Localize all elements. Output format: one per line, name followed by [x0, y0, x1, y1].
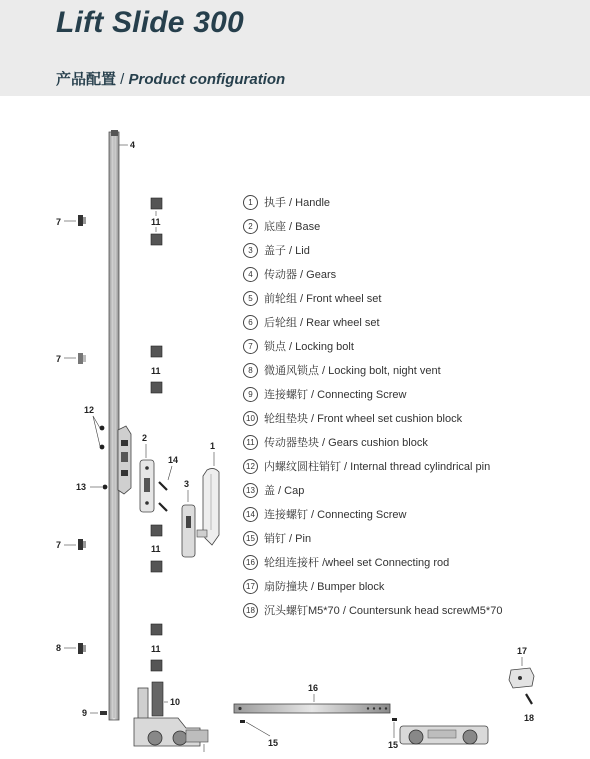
cap-13 — [103, 485, 108, 490]
legend-number: 16 — [243, 555, 258, 570]
legend-separator: / — [286, 245, 296, 257]
legend-zh: 内螺纹圆柱销钉 — [264, 461, 341, 473]
callout-11a: 11 — [151, 217, 161, 227]
legend-zh: 传动器垫块 — [264, 437, 319, 449]
connecting-screw-9 — [100, 711, 107, 715]
locking-bolt-1 — [78, 215, 86, 226]
legend-zh: 沉头螺钉M5*70 — [264, 605, 340, 617]
legend-item — [243, 219, 502, 243]
legend-separator: / — [286, 533, 296, 545]
callout-8: 8 — [56, 643, 62, 653]
legend-separator: / — [308, 509, 318, 521]
bumper-block — [509, 668, 534, 688]
legend-item — [243, 459, 502, 483]
legend-en: Connecting Screw — [317, 509, 407, 521]
subtitle-separator: / — [116, 71, 129, 88]
legend-item — [243, 195, 502, 219]
legend-item — [243, 243, 502, 267]
legend-number: 5 — [243, 291, 258, 306]
page-title: Lift Slide 300 — [56, 6, 244, 39]
pin-15-a — [240, 720, 245, 723]
legend-separator: / — [339, 605, 349, 617]
countersunk-screw — [526, 694, 532, 704]
legend-number: 13 — [243, 483, 258, 498]
legend-en: Gears cushion block — [328, 437, 428, 449]
locking-bolt-2 — [78, 353, 86, 364]
base-plate — [140, 460, 154, 512]
legend-separator: / — [308, 389, 318, 401]
legend-zh: 销钉 — [264, 533, 286, 545]
legend-separator: / — [286, 197, 296, 209]
front-wheel-set-assembly — [134, 682, 208, 752]
legend-item — [243, 411, 502, 435]
legend-en: Handle — [295, 197, 331, 209]
callout-15b: 15 — [388, 740, 399, 750]
callout-16: 16 — [308, 683, 319, 693]
legend-number: 1 — [243, 195, 258, 210]
legend-number: 8 — [243, 363, 258, 378]
legend-en: Base — [295, 221, 321, 233]
legend-separator: / — [308, 581, 318, 593]
legend-number: 9 — [243, 387, 258, 402]
legend-number: 11 — [243, 435, 258, 450]
callout-3: 3 — [184, 479, 190, 489]
legend-en: Locking bolt, night vent — [328, 365, 441, 377]
legend-number: 3 — [243, 243, 258, 258]
legend-en: Lid — [295, 245, 310, 257]
legend-item — [243, 435, 502, 459]
legend-en: Gears — [306, 269, 337, 281]
handle — [197, 468, 219, 545]
legend-zh: 扇防撞块 — [264, 581, 308, 593]
callout-11d: 11 — [151, 644, 161, 654]
legend-number: 2 — [243, 219, 258, 234]
legend-item — [243, 291, 502, 315]
legend-separator: / — [286, 221, 296, 233]
callout-17: 17 — [517, 646, 528, 656]
rear-wheel-set — [400, 726, 488, 744]
parts-legend — [243, 195, 502, 627]
legend-en: Connecting Screw — [317, 389, 407, 401]
legend-separator: / — [286, 341, 296, 353]
legend-item — [243, 315, 502, 339]
legend-separator: / — [275, 485, 285, 497]
callout-7a: 7 — [56, 217, 62, 227]
legend-item — [243, 531, 502, 555]
locking-bolt-3 — [78, 539, 86, 550]
legend-number: 4 — [243, 267, 258, 282]
legend-zh: 锁点 — [264, 341, 286, 353]
legend-item — [243, 579, 502, 603]
legend-item — [243, 387, 502, 411]
legend-item — [243, 363, 502, 387]
lid-cover — [182, 505, 195, 557]
legend-zh: 微通风锁点 — [264, 365, 319, 377]
legend-separator: / — [341, 461, 351, 473]
callout-7b: 7 — [56, 354, 62, 364]
legend-separator: / — [308, 413, 318, 425]
legend-number: 10 — [243, 411, 258, 426]
pin-15-b — [392, 718, 397, 721]
legend-zh: 后轮组 — [264, 317, 297, 329]
callout-15a: 15 — [268, 738, 279, 748]
legend-number: 15 — [243, 531, 258, 546]
legend-en: Countersunk head screwM5*70 — [348, 605, 503, 617]
legend-en: /wheel set Connecting rod — [322, 557, 450, 569]
callout-18: 18 — [524, 713, 535, 723]
callout-12: 12 — [84, 405, 95, 415]
legend-en: Front wheel set — [306, 293, 382, 305]
legend-en: Bumper block — [317, 581, 385, 593]
legend-number: 12 — [243, 459, 258, 474]
screw-14-b — [159, 503, 167, 511]
legend-separator: / — [297, 317, 307, 329]
callout-2: 2 — [142, 433, 148, 443]
callout-1: 1 — [210, 441, 216, 451]
legend-separator: / — [297, 293, 307, 305]
legend-en: Front wheel set cushion block — [317, 413, 463, 425]
legend-en: Internal thread cylindrical pin — [350, 461, 491, 473]
legend-item — [243, 603, 502, 627]
pin-12-b — [100, 445, 105, 450]
callout-11c: 11 — [151, 544, 161, 554]
legend-number: 14 — [243, 507, 258, 522]
legend-zh: 轮组连接杆 — [264, 557, 319, 569]
gears-rod — [109, 130, 119, 720]
legend-zh: 连接螺钉 — [264, 389, 308, 401]
legend-item — [243, 507, 502, 531]
legend-zh: 连接螺钉 — [264, 509, 308, 521]
legend-en: Rear wheel set — [306, 317, 380, 329]
legend-number: 6 — [243, 315, 258, 330]
subtitle-en: Product configuration — [128, 71, 286, 88]
legend-number: 17 — [243, 579, 258, 594]
pin-12-a — [100, 426, 105, 431]
legend-item — [243, 267, 502, 291]
legend-en: Cap — [284, 485, 305, 497]
legend-zh: 盖 — [264, 485, 275, 497]
screw-14-a — [159, 482, 167, 490]
callout-4: 4 — [130, 140, 136, 150]
legend-separator: / — [297, 269, 307, 281]
legend-zh: 传动器 — [264, 269, 297, 281]
legend-separator: / — [319, 437, 329, 449]
legend-en: Locking bolt — [295, 341, 354, 353]
legend-zh: 底座 — [264, 221, 286, 233]
callout-13: 13 — [76, 482, 87, 492]
legend-en: Pin — [295, 533, 312, 545]
legend-item — [243, 555, 502, 579]
callout-11b: 11 — [151, 366, 161, 376]
wheel-set-connecting-rod — [234, 704, 390, 713]
header-band — [0, 0, 590, 96]
gearbox-housing — [118, 426, 131, 494]
night-vent-bolt — [78, 643, 86, 654]
legend-number: 7 — [243, 339, 258, 354]
legend-item — [243, 483, 502, 507]
callout-14: 14 — [168, 455, 179, 465]
legend-separator: / — [319, 365, 329, 377]
callout-9: 9 — [82, 708, 88, 718]
legend-zh: 前轮组 — [264, 293, 297, 305]
page-subtitle — [56, 68, 285, 89]
legend-zh: 执手 — [264, 197, 286, 209]
callout-7c: 7 — [56, 540, 62, 550]
legend-item — [243, 339, 502, 363]
legend-number: 18 — [243, 603, 258, 618]
legend-zh: 轮组垫块 — [264, 413, 308, 425]
legend-zh: 盖子 — [264, 245, 286, 257]
callout-10: 10 — [170, 697, 181, 707]
subtitle-zh: 产品配置 — [56, 71, 117, 88]
